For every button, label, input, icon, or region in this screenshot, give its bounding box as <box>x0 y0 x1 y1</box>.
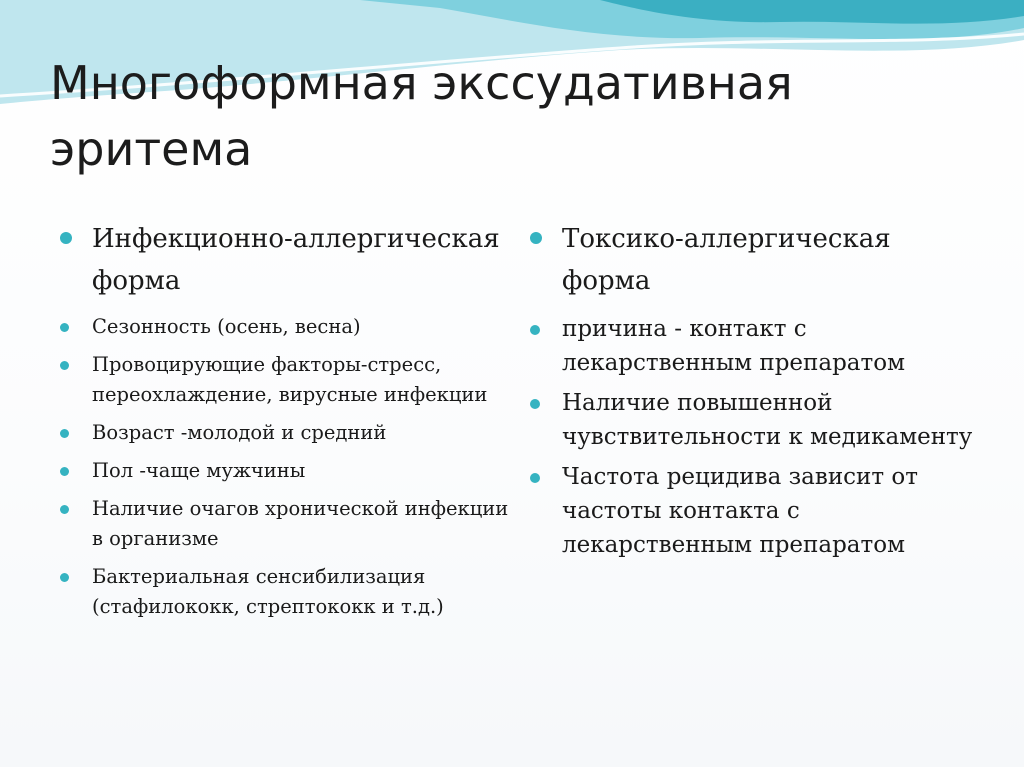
bullet-icon <box>60 232 72 244</box>
list-item: Пол -чаще мужчины <box>60 456 510 486</box>
bullet-icon <box>530 325 540 335</box>
right-heading-text: Токсико-аллергическая форма <box>562 224 891 296</box>
bullet-icon <box>530 399 540 409</box>
left-column <box>60 218 510 630</box>
bullet-icon <box>60 505 69 514</box>
bullet-icon <box>530 232 542 244</box>
list-item: Провоцирующие факторы-стресс, переохлаждение, вирусные инфекции <box>60 350 510 410</box>
list-item: причина - контакт с лекарственным препаратом <box>530 312 980 380</box>
list-item: Частота рецидива зависит от частоты контакта с лекарственным препаратом <box>530 460 980 562</box>
left-heading-text: Инфекционно-аллергическая форма <box>92 224 500 296</box>
list-item: Наличие повышенной чувствительности к медикаменту <box>530 386 980 454</box>
bullet-icon <box>530 473 540 483</box>
left-list <box>60 312 510 622</box>
bullet-icon <box>60 361 69 370</box>
bullet-icon <box>60 323 69 332</box>
bullet-icon <box>60 467 69 476</box>
right-heading <box>530 218 980 302</box>
slide-title: Многоформная экссудативная эритема <box>50 56 793 176</box>
list-item: Сезонность (осень, весна) <box>60 312 510 342</box>
bullet-icon <box>60 573 69 582</box>
right-column <box>530 218 980 568</box>
left-heading <box>60 218 510 302</box>
list-item: Возраст -молодой и средний <box>60 418 510 448</box>
bullet-icon <box>60 429 69 438</box>
right-list <box>530 312 980 562</box>
list-item: Наличие очагов хронической инфекции в организме <box>60 494 510 554</box>
list-item: Бактериальная сенсибилизация (стафилококк, стрептококк и т.д.) <box>60 562 510 622</box>
